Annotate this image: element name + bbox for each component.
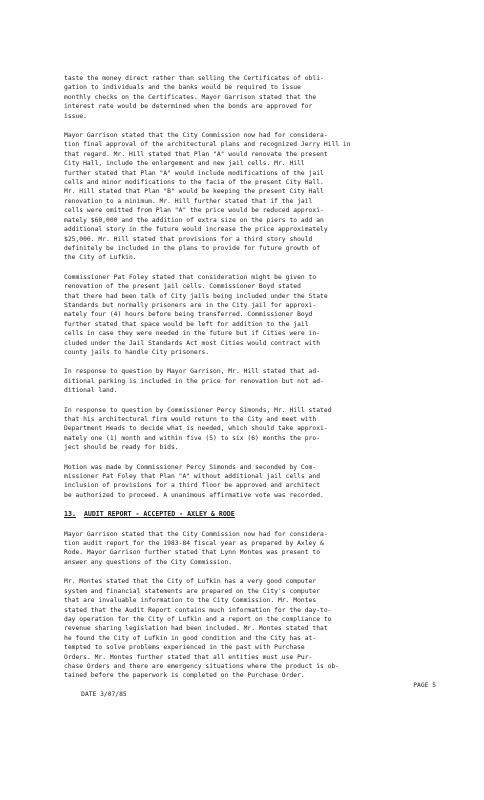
paragraph-timeline: In response to question by Commissioner Percy Simonds, Mr. Hill stated that his architectural firm would return to the City and meet with Department Heads to decide what is needed, which should take approxi- mately one (1) month and within five (5) to six (6) months the pro- ject should be ready for bids. — [64, 406, 332, 452]
paragraph-bond-interest: taste the money direct rather than selling the Certificates of obli- gation to individuals and the banks would be required to issue monthly checks on the Certificates. Mayor Garrison stated that the interest rate would be determined when the bonds are approved for issue. — [64, 75, 324, 120]
footer-date: DATE 3/07/85 — [81, 691, 127, 698]
paragraph-architectural-plans: Mayor Garrison stated that the City Commission now had for considera- tion final approval of the architectural plans and recognized Jerry Hill in that regard. Mr. Hill stated that Plan "A" would renovate the present City Hall, include the enlargement and new jail cells. Mr. Hill further stated that Plan "A" would include modifications of the jail cells and minor modifications to the facia of the present City Hall. Mr. Hill stated that Plan "B" would be keeping the present City Hall renovation to a minimum. Mr. Hill further stated that if the jail cells were omitted from Plan "A" the price would be reduced approxi- mately $60,000 and the addition of extra size on the piers to add an additional story in the future would increase the price approximately $25,000. Mr. Hill stated that provisions for a third story should definitely be included in the plans to provide for future growth of the City of Lufkin. — [64, 132, 351, 262]
paragraph-motion: Motion was made by Commissioner Percy Simonds and seconded by Com- missioner Pat Foley that Plan "A" without additional jail cells and inclusion of provisions for a third floor be approved and architect be authorized to proceed. A unanimous affirmative vote was recorded. — [64, 463, 324, 499]
section-number: 13. — [64, 510, 76, 519]
paragraph-parking: In response to question by Mayor Garrison, Mr. Hill stated that ad- ditional parking is included in the price for renovation but not ad- ditional land. — [64, 368, 324, 395]
paragraph-audit-details: Mr. Montes stated that the City of Lufkin has a very good computer system and financial statements are prepared on the City's computer that are invaluable information to the City Commission. Mr. Montes stated that the Audit Report contains much information for the day-to- day operation for the City of Lufkin and a report on the compliance to revenue sharing legislation had been included. Mr. Montes stated that he found the City of Lufkin in good condition and the City has at- tempted to solve problems experienced in the past with Purchase Orders. Mr. Montes further stated that all entities must use Pur- chase Orders and there are emergency situations where the product is ob- tained before the paperwork is completed on the Purchase Order. — [64, 578, 340, 680]
page-footer — [66, 681, 436, 717]
paragraph-jail-cells: Commissioner Pat Foley stated that consideration might be given to renovation of the present jail cells. Commissioner Boyd stated that there had been talk of City jails being included under the State Standards but normally prisoners are in the City jail for approxi- mately four (4) hours before being transferred. Commissioner Boyd further stated that space would be left for addition to the jail cells in case they were needed in the future but if Cities were in- cluded under the Jail Standards Act most Cities would contract with county jails to handle City prisoners. — [64, 273, 328, 356]
section-heading — [64, 510, 444, 519]
section-title: AUDIT REPORT - ACCEPTED - AXLEY & RODE — [83, 510, 235, 519]
footer-page-number: PAGE 5 — [413, 682, 436, 689]
document-body — [64, 74, 444, 681]
paragraph-audit-intro: Mayor Garrison stated that the City Commission now had for considera- tion audit report for the 1983-84 fiscal year as prepared by Axley & Rode. Mayor Garrison further stated that Lynn Montes was present to answer any questions of the City Commission. — [64, 530, 328, 566]
